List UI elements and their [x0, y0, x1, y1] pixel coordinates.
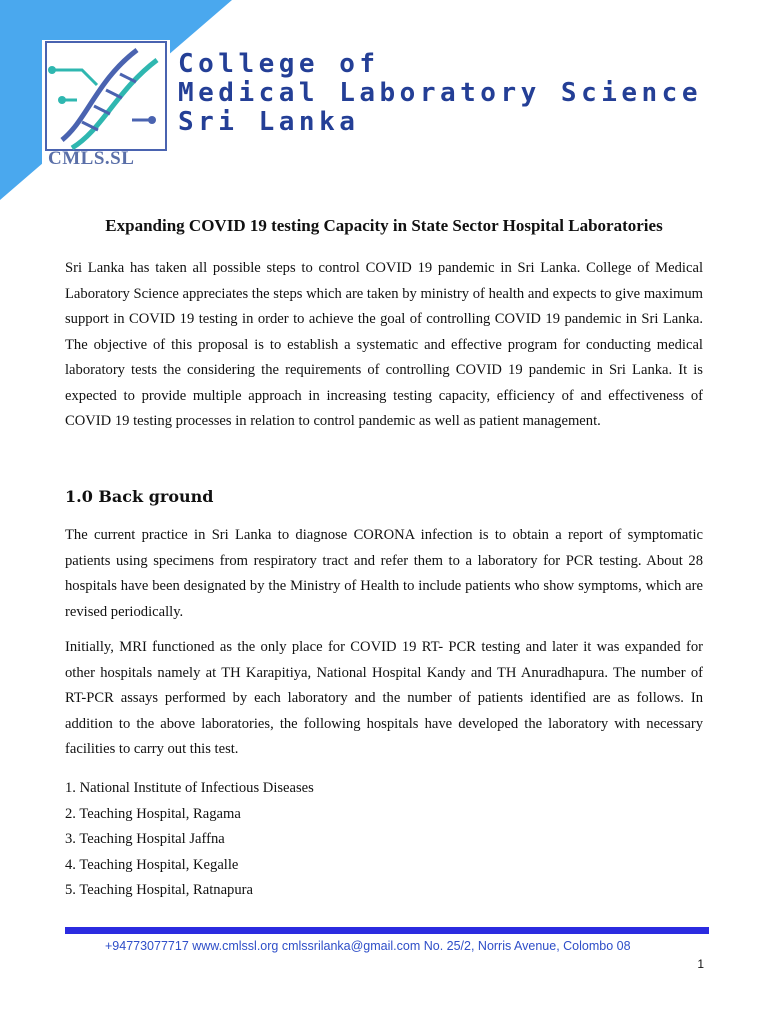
list-item: 3. Teaching Hospital Jaffna	[65, 831, 225, 847]
footer-contact: +94773077717 www.cmlssl.org cmlssrilanka@gmail.com No. 25/2, Norris Avenue, Colombo 08	[105, 939, 631, 953]
list-item: 5. Teaching Hospital, Ratnapura	[65, 882, 253, 898]
college-line-2: Medical Laboratory Science	[178, 78, 702, 108]
list-item: 2. Teaching Hospital, Ragama	[65, 805, 241, 822]
college-line-3: Sri Lanka	[178, 107, 360, 137]
document-title: Expanding COVID 19 testing Capacity in State Sector Hospital Laboratories	[105, 216, 663, 235]
college-line-1: College of	[178, 49, 380, 79]
hospital-list	[65, 776, 314, 904]
list-item: 4. Teaching Hospital, Kegalle	[65, 856, 239, 873]
background-paragraph-1: The current practice in Sri Lanka to diagnose CORONA infection is to obtain a report of symptomatic patients using specimens from respiratory tract and refer them to a laboratory for PCR testing. About 28 hospitals have been designated by the Ministry of Health to include patients who show symptoms, which are revised periodically.	[65, 527, 703, 620]
list-item: 1. National Institute of Infectious Diseases	[65, 780, 314, 796]
college-name	[178, 50, 702, 137]
page-number: 1	[697, 957, 704, 971]
section-heading: 1.0 Back ground	[65, 487, 214, 506]
logo-abbreviation: CMLS.SL	[48, 148, 135, 169]
intro-paragraph: Sri Lanka has taken all possible steps to control COVID 19 pandemic in Sri Lanka. College of Medical Laboratory Science appreciates the steps which are taken by ministry of health and expects to give maximum support in COVID 19 testing in order to achieve the goal of controlling COVID 19 pandemic in Sri Lanka. The objective of this proposal is to establish a systematic and effective program for conducting medical laboratory tests the considering the requirements of controlling COVID 19 pandemic in Sri Lanka. It is expected to provide multiple approach in increasing testing capacity, efficiency of and effectiveness of COVID 19 testing processes in relation to control pandemic as well as patient management.	[65, 260, 703, 429]
background-paragraph-2: Initially, MRI functioned as the only place for COVID 19 RT- PCR testing and later it was expanded for other hospitals namely at TH Karapitiya, National Hospital Kandy and TH Anuradhapura. The number of RT-PCR assays performed by each laboratory and the number of patients identified are as follows. In addition to the above laboratories, the following hospitals have developed the laboratory with necessary facilities to carry out this test.	[65, 639, 703, 757]
footer-divider	[65, 927, 709, 934]
